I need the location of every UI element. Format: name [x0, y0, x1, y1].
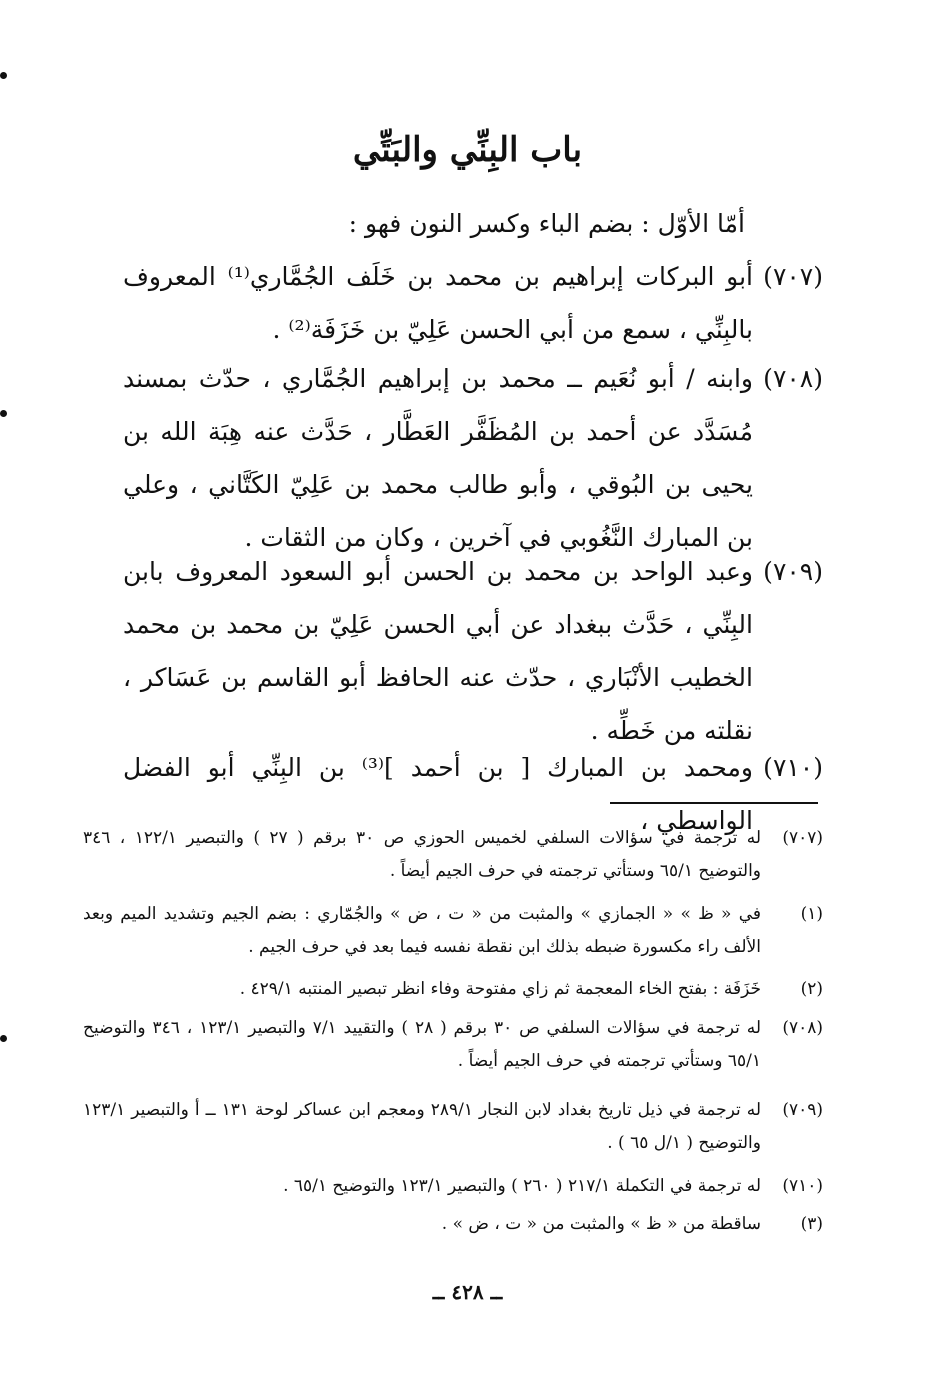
entry-number: (٧٠٧): [763, 262, 823, 291]
margin-mark: [0, 410, 7, 417]
chapter-title: باب البِنِّي والبَتِّي: [352, 130, 583, 170]
entry-text: ومحمد بن المبارك [ بن أحمد ]⁽³⁾ بن البِنِّي أبو الفضل الواسطي ،: [123, 753, 753, 835]
entry-text: وعبد الواحد بن محمد بن الحسن أبو السعود المعروف بابن البِنِّي ، حَدَّث ببغداد عن أبي الحسن عَلِيّ بن محمد بن محمد الخطيب الأنْبَاري ، حدّث عنه الحافظ أبو القاسم بن عَسَاكر ، نقلته من خَطِّه .: [123, 557, 753, 745]
footnote-number: (٧٠٩): [782, 1100, 823, 1120]
footnote-text: له ترجمة في سؤالات السلفي لخميس الحوزي ص ٣٠ برقم ( ٢٧ ) والتبصير ١٢٢/١ ، ٣٤٦ والتوضيح ٦٥/١ وستأتي ترجمته في حرف الجيم أيضاً .: [83, 828, 762, 881]
margin-mark: [0, 1035, 7, 1042]
footnote-number: (٣): [800, 1214, 823, 1234]
footnote-2: [83, 973, 823, 1006]
intro-line: أمّا الأوّل : بضم الباء وكسر النون فهو :: [348, 209, 745, 238]
footnote-710: [83, 1170, 823, 1203]
entry-text: وابنه / أبو نُعَيم ــ محمد بن إبراهيم الجُمَّاري ، حدّث بمسند مُسَدَّد عن أحمد بن المُظَفَّر العَطَّار ، حَدَّث عنه هِبَة الله بن يحيى بن البُوقي ، وأبو طالب محمد بن عَلِيّ الكَتَّاني ، وعلي بن المبارك النَّغُوبي في آخرين ، وكان من الثقات .: [123, 364, 753, 552]
footnote-text: ساقطة من « ظ » والمثبت من « ت ، ض » .: [441, 1214, 761, 1234]
footnote-number: (٧١٠): [782, 1176, 823, 1196]
footnote-709: [83, 1094, 823, 1160]
footnote-separator: [610, 802, 818, 804]
footnote-1: [83, 898, 823, 964]
entry-709: [123, 545, 823, 757]
entry-708: [123, 352, 823, 564]
footnote-text: له ترجمة في التكملة ٢١٧/١ ( ٢٦٠ ) والتبصير ١٢٣/١ والتوضيح ٦٥/١ .: [283, 1176, 761, 1196]
entry-707: [123, 250, 823, 356]
footnote-707: [83, 822, 823, 888]
margin-mark: [0, 72, 7, 79]
footnote-text: خَزَفَة : بفتح الخاء المعجمة ثم زاي مفتوحة وفاء انظر تبصير المنتبه ٤٢٩/١ .: [239, 979, 761, 999]
entry-text: أبو البركات إبراهيم بن محمد بن خَلَف الجُمَّاري⁽¹⁾ المعروف بالبِنِّي ، سمع من أبي الحسن عَلِيّ بن خَزَفَة⁽²⁾ .: [123, 262, 753, 344]
entry-number: (٧١٠): [763, 753, 823, 782]
footnote-text: له ترجمة في ذيل تاريخ بغداد لابن النجار ٢٨٩/١ ومعجم ابن عساكر لوحة ١٣١ ــ أ والتبصير ١٢٣/١ والتوضيح ( ١/ل ٦٥ ) .: [83, 1100, 761, 1153]
page-number: ــ ٤٢٨ ــ: [432, 1280, 503, 1304]
footnote-3: [83, 1208, 823, 1241]
footnote-number: (٧٠٧): [782, 828, 823, 848]
footnote-text: في « ظ » « الجمازي » والمثبت من « ت ، ض » والجُمّاري : بضم الجيم وتشديد الميم وبعد الألف راء مكسورة ضبطه بذلك ابن نقطة نفسه فيما بعد في حرف الجيم .: [83, 904, 761, 957]
footnote-708: [83, 1012, 823, 1078]
footnote-number: (١): [800, 904, 823, 924]
footnote-number: (٢): [800, 979, 823, 999]
footnote-number: (٧٠٨): [782, 1018, 823, 1038]
entry-number: (٧٠٩): [763, 557, 823, 586]
entry-number: (٧٠٨): [763, 364, 823, 393]
footnote-text: له ترجمة في سؤالات السلفي ص ٣٠ برقم ( ٢٨ ) والتقييد ٧/١ والتبصير ١٢٣/١ ، ٣٤٦ والتوضيح ٦٥/١ وستأتي ترجمته في حرف الجيم أيضاً .: [83, 1018, 762, 1071]
